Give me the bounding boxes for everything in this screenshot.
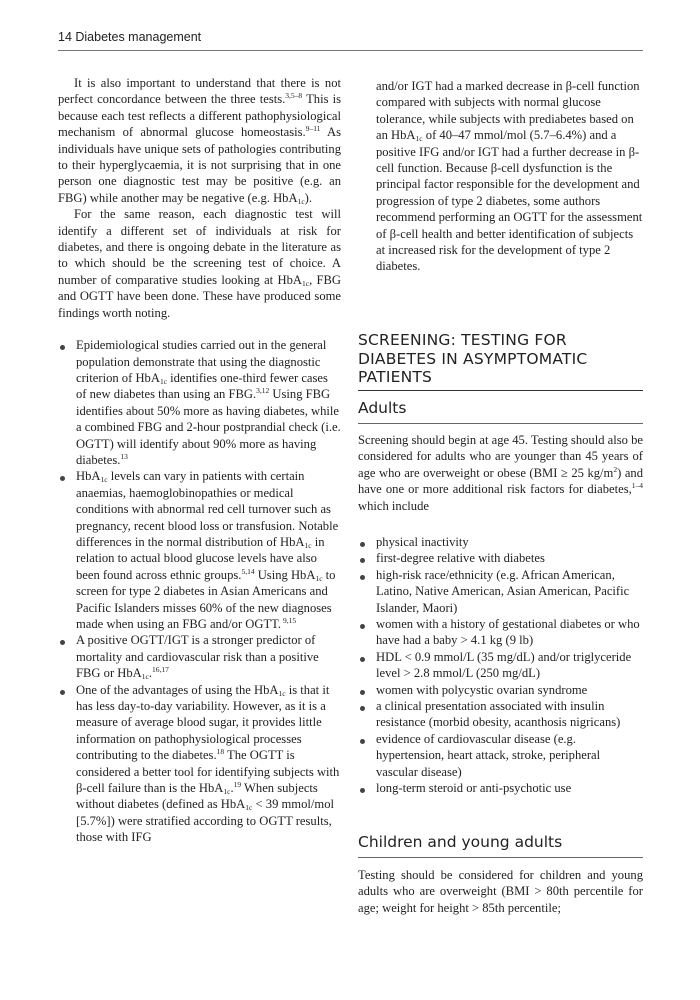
citation: 19 — [233, 780, 242, 790]
subscript: 1c — [100, 475, 108, 485]
text-run: Screening should begin at age 45. Testing should also be considered for adults who are younger than 45 years of age who are overweight or obese (BMI ≥ 25 kg/m — [358, 433, 643, 480]
list-item: first-degree relative with diabetes — [358, 550, 643, 566]
list-item: women with a history of gestational diabetes or who have had a baby > 4.1 kg (9 lb) — [358, 616, 643, 649]
subscript: 1c — [159, 376, 168, 386]
children-rule — [358, 857, 643, 858]
citation: 18 — [216, 747, 225, 757]
text-run: It is also important to understand that there is not perfect concordance between the three tests. — [58, 76, 341, 107]
subscript: 1c — [415, 134, 423, 144]
text-run: levels can vary in patients with certain anaemias, haemoglobinopathies or medical conditions with abnormal red cell turnover such as pregnancy, recent blood loss or transfusion. Notable differences in the normal distribution of HbA — [76, 469, 339, 549]
adults-heading: Adults — [358, 399, 407, 417]
text-run: identifies one-third fewer cases of new diabetes than using an FBG. — [76, 370, 328, 402]
running-head: 14 Diabetes management — [58, 30, 202, 44]
subscript: 1c — [315, 573, 323, 583]
subscript: 1c — [245, 803, 253, 813]
children-heading: Children and young adults — [358, 833, 563, 851]
list-item — [58, 682, 341, 846]
text-run: This is because each test reflects a different pathophysiological mechanism of abnormal glucose homeostasis. — [58, 92, 341, 140]
right-column-continuation — [358, 78, 643, 275]
text-run: The OGTT is considered a better tool for identifying subjects with β-cell failure than is the HbA — [76, 748, 340, 796]
list-item: evidence of cardiovascular disease (e.g. hypertension, heart attack, stroke, peripheral vascular disease) — [358, 731, 643, 780]
superscript: 2 — [613, 464, 618, 474]
text-run: of 40–47 mmol/mol (5.7–6.4%) and a positive IFG and/or IGT had a further decrease in β-cell function. Because β-cell dysfunction is the principal factor responsible for the development and progression of type 2 diabetes, some authors recommend performing an OGTT for the assessment of β-cell health and better identification of subjects at increased risk for the development of type 2 diabetes. — [376, 128, 643, 274]
section-rule — [358, 390, 643, 391]
text-run: Using HbA — [254, 567, 316, 582]
header-rule — [58, 50, 643, 51]
text-run: . — [230, 781, 234, 796]
risk-factor-list — [358, 534, 643, 797]
list-item: long-term steroid or anti-psychotic use — [358, 780, 643, 796]
subscript: 1c — [304, 540, 312, 550]
paragraph-concordance — [58, 75, 341, 206]
text-run: For the same reason, each diagnostic test will identify a different set of individuals at risk for diabetes, and there is ongoing debate in the literature as to which should be the screening test of choice. A number of comparative studies looking at HbA — [58, 207, 341, 287]
text-run: Using FBG identifies about 50% more as having diabetes, while a combined FBG and 2-hour postprandial check (i.e. OGTT) will identify about 90% more as having diabetes. — [76, 387, 341, 467]
risk-factor-block — [358, 534, 643, 797]
adults-rule — [358, 423, 643, 424]
text-run: and/or IGT had a marked decrease in β-cell function compared with subjects with normal glucose tolerance, while subjects with prediabetes based on an HbA — [376, 79, 640, 143]
text-run: ). — [304, 190, 313, 205]
text-run: to screen for type 2 diabetes in Asian Americans and Pacific Islanders misses 60% of the new diagnoses made when using an FBG and/or OGTT. — [76, 567, 336, 631]
list-item — [58, 337, 341, 468]
citation: 3,5–8 — [285, 91, 303, 101]
citation: 1–4 — [631, 481, 643, 491]
text-run: ) and have one or more additional risk factors for diabetes, — [358, 465, 643, 497]
text-run: As individuals have unique sets of pathologies contributing to their hyperglycaemia, it is not surprising that in one person one diagnostic test may be positive (e.g. an FBG) while another may be negative (e.g. HbA — [58, 125, 341, 205]
text-run: , FBG and OGTT have been done. These have produced some findings worth noting. — [58, 272, 341, 320]
subscript: 1c — [297, 196, 305, 206]
list-item: a clinical presentation associated with insulin resistance (morbid obesity, acanthosis nigricans) — [358, 698, 643, 731]
subscript: 1c — [301, 278, 310, 288]
list-item: women with polycystic ovarian syndrome — [358, 682, 643, 698]
list-item: HDL < 0.9 mmol/L (35 mg/dL) and/or triglyceride level > 2.8 mmol/L (250 mg/dL) — [358, 649, 643, 682]
findings-list — [58, 337, 341, 846]
list-item — [58, 468, 341, 632]
citation: 16,17 — [152, 665, 169, 675]
citation: 13 — [120, 451, 128, 461]
subscript: 1c — [141, 672, 149, 682]
text-run: A positive OGTT/IGT is a stronger predictor of mortality and cardiovascular risk than a positive FBG or HbA — [76, 633, 319, 681]
text-run: Epidemiological studies carried out in the general population demonstrate that using the diagnostic criterion of HbA — [76, 338, 327, 385]
text-run: in relation to actual blood glucose levels have also been found across ethnic groups. — [76, 534, 325, 582]
paragraph-beta-cell — [358, 78, 643, 275]
section-heading: SCREENING: TESTING FOR DIABETES IN ASYMPTOMATIC PATIENTS — [358, 331, 588, 386]
left-column — [58, 75, 341, 846]
text-run: One of the advantages of using the HbA — [76, 682, 279, 697]
citation: 3,12 — [256, 386, 270, 396]
text-run: is that it has less day-to-day variability. However, as it is a measure of average blood sugar, it provides little information on pathophysiological processes contributing to the diabetes. — [76, 682, 330, 763]
text-run: HbA — [76, 469, 101, 484]
text-run: < 39 mmol/mol [5.7%]) were stratified according to OGTT results, those with IFG — [76, 797, 334, 845]
paragraph-same-reason — [58, 206, 341, 321]
subscript: 1c — [278, 688, 286, 698]
text-run: When subjects without diabetes (defined as HbA — [76, 781, 318, 812]
list-item: high-risk race/ethnicity (e.g. African American, Latino, Native American, Asian American, Pacific Islander, Maori) — [358, 567, 643, 616]
text-run: . — [148, 666, 153, 681]
citation: 9–11 — [305, 124, 321, 134]
paragraph-adults — [358, 432, 643, 514]
citation: 9,15 — [281, 616, 297, 625]
text-run: which include — [358, 498, 429, 513]
list-item: physical inactivity — [358, 534, 643, 550]
citation: 5,14 — [241, 566, 255, 576]
list-item — [58, 632, 341, 681]
paragraph-children: Testing should be considered for children and young adults who are overweight (BMI > 80th percentile for age; weight for height > 85th percentile; — [358, 868, 643, 915]
subscript: 1c — [223, 787, 231, 797]
